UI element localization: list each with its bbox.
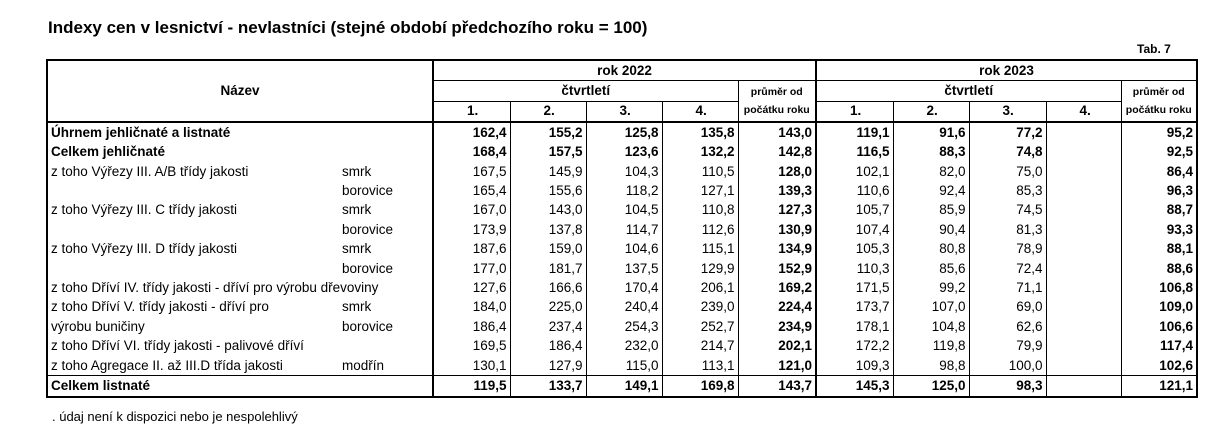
value-cell-2022: 240,4 xyxy=(586,298,662,317)
value-cell-2023: 74,5 xyxy=(969,201,1046,220)
value-cell-2022: 127,6 xyxy=(433,278,510,297)
table-row xyxy=(47,240,1197,259)
value-cell-2023 xyxy=(1046,336,1121,355)
avg-cell-2023: 88,1 xyxy=(1121,240,1197,259)
value-cell-2022: 113,1 xyxy=(662,356,738,376)
value-cell-2023: 91,6 xyxy=(893,122,969,142)
value-cell-2022: 137,5 xyxy=(586,259,662,278)
value-cell-2023 xyxy=(1046,317,1121,336)
value-cell-2022: 173,9 xyxy=(433,220,510,239)
value-cell-2023: 71,1 xyxy=(969,278,1046,297)
table-row xyxy=(47,162,1197,181)
avg-cell-2023: 106,8 xyxy=(1121,278,1197,297)
table-row xyxy=(47,278,1197,297)
value-cell-2022: 104,3 xyxy=(586,162,662,181)
value-cell-2022: 166,6 xyxy=(510,278,586,297)
value-cell-2023: 85,9 xyxy=(893,201,969,220)
avg-cell-2023: 92,5 xyxy=(1121,143,1197,162)
avg-cell-2022: 143,0 xyxy=(738,122,816,142)
value-cell-2022: 127,9 xyxy=(510,356,586,376)
value-cell-2022: 184,0 xyxy=(433,298,510,317)
value-cell-2023 xyxy=(1046,220,1121,239)
avg-cell-2022: 130,9 xyxy=(738,220,816,239)
avg-header-2023: průměr od počátku roku xyxy=(1121,81,1197,122)
value-cell-2022: 187,6 xyxy=(433,240,510,259)
table-row xyxy=(47,317,1197,336)
avg-cell-2023: 109,0 xyxy=(1121,298,1197,317)
quarter-header: 2. xyxy=(893,101,969,122)
avg-cell-2023: 117,4 xyxy=(1121,336,1197,355)
row-sublabel: smrk xyxy=(342,241,372,257)
value-cell-2023: 82,0 xyxy=(893,162,969,181)
value-cell-2022: 254,3 xyxy=(586,317,662,336)
value-cell-2023 xyxy=(1046,201,1121,220)
row-label: výrobu buničiny xyxy=(47,317,339,336)
value-cell-2023: 119,1 xyxy=(816,122,893,142)
value-cell-2023: 178,1 xyxy=(816,317,893,336)
value-cell-2023: 104,8 xyxy=(893,317,969,336)
value-cell-2022: 186,4 xyxy=(510,336,586,355)
value-cell-2023: 78,9 xyxy=(969,240,1046,259)
value-cell-2023 xyxy=(1046,298,1121,317)
year-2023-header: rok 2023 xyxy=(816,60,1197,81)
value-cell-2023: 125,0 xyxy=(893,376,969,397)
value-cell-2023: 69,0 xyxy=(969,298,1046,317)
row-sublabel: borovice xyxy=(342,183,394,199)
value-cell-2023: 77,2 xyxy=(969,122,1046,142)
value-cell-2022: 133,7 xyxy=(510,376,586,397)
value-cell-2023 xyxy=(1046,356,1121,376)
value-cell-2023 xyxy=(1046,240,1121,259)
value-cell-2022: 145,9 xyxy=(510,162,586,181)
value-cell-2022: 110,8 xyxy=(662,201,738,220)
table-row xyxy=(47,356,1197,376)
value-cell-2023: 107,4 xyxy=(816,220,893,239)
row-label: Celkem jehličnaté xyxy=(47,143,433,162)
value-cell-2023: 119,8 xyxy=(893,336,969,355)
table-row xyxy=(47,220,1197,239)
value-cell-2023: 72,4 xyxy=(969,259,1046,278)
row-sublabel: smrk xyxy=(342,163,372,179)
avg-cell-2022: 224,4 xyxy=(738,298,816,317)
avg-cell-2023: 88,7 xyxy=(1121,201,1197,220)
quarters-header-2023: čtvrtletí xyxy=(816,81,1121,101)
price-index-table xyxy=(46,59,1198,398)
avg-cell-2022: 202,1 xyxy=(738,336,816,355)
value-cell-2023: 102,1 xyxy=(816,162,893,181)
value-cell-2022: 104,5 xyxy=(586,201,662,220)
value-cell-2022: 143,0 xyxy=(510,201,586,220)
table-row xyxy=(47,122,1197,142)
value-cell-2023: 85,6 xyxy=(893,259,969,278)
avg-cell-2022: 139,3 xyxy=(738,181,816,200)
value-cell-2022: 130,1 xyxy=(433,356,510,376)
value-cell-2022: 225,0 xyxy=(510,298,586,317)
value-cell-2023: 99,2 xyxy=(893,278,969,297)
value-cell-2022: 167,5 xyxy=(433,162,510,181)
name-column-header: Název xyxy=(47,60,433,122)
row-sublabel: modřín xyxy=(342,357,385,373)
value-cell-2022: 159,0 xyxy=(510,240,586,259)
row-sublabel: borovice xyxy=(342,221,394,237)
value-cell-2023: 85,3 xyxy=(969,181,1046,200)
value-cell-2022: 177,0 xyxy=(433,259,510,278)
value-cell-2022: 169,8 xyxy=(662,376,738,397)
row-sublabel: smrk xyxy=(342,299,372,315)
row-label: Úhrnem jehličnaté a listnaté xyxy=(47,122,433,142)
value-cell-2022: 149,1 xyxy=(586,376,662,397)
avg-cell-2022: 134,9 xyxy=(738,240,816,259)
value-cell-2022: 186,4 xyxy=(433,317,510,336)
row-sublabel: borovice xyxy=(342,318,394,334)
value-cell-2022: 252,7 xyxy=(662,317,738,336)
value-cell-2022: 135,8 xyxy=(662,122,738,142)
value-cell-2022: 104,6 xyxy=(586,240,662,259)
avg-cell-2023: 86,4 xyxy=(1121,162,1197,181)
value-cell-2022: 114,7 xyxy=(586,220,662,239)
table-row xyxy=(47,336,1197,355)
table-row xyxy=(47,143,1197,162)
value-cell-2023: 172,2 xyxy=(816,336,893,355)
avg-cell-2022: 127,3 xyxy=(738,201,816,220)
value-cell-2023: 109,3 xyxy=(816,356,893,376)
value-cell-2022: 115,0 xyxy=(586,356,662,376)
year-2022-header: rok 2022 xyxy=(433,60,816,81)
table-row xyxy=(47,298,1197,317)
avg-cell-2022: 121,0 xyxy=(738,356,816,376)
row-label: z toho Výřezy III. C třídy jakosti xyxy=(47,201,339,220)
value-cell-2022: 170,4 xyxy=(586,278,662,297)
avg-cell-2022: 128,0 xyxy=(738,162,816,181)
value-cell-2023 xyxy=(1046,376,1121,397)
value-cell-2022: 112,6 xyxy=(662,220,738,239)
value-cell-2023 xyxy=(1046,278,1121,297)
table-row xyxy=(47,201,1197,220)
avg-cell-2023: 95,2 xyxy=(1121,122,1197,142)
value-cell-2022: 132,2 xyxy=(662,143,738,162)
row-label: z toho Výřezy III. D třídy jakosti xyxy=(47,240,339,259)
avg-cell-2022: 169,2 xyxy=(738,278,816,297)
value-cell-2023: 116,5 xyxy=(816,143,893,162)
row-label: z toho Dříví IV. třídy jakosti - dříví pro výrobu dřevoviny xyxy=(47,278,433,297)
row-label xyxy=(47,181,339,200)
quarter-header: 2. xyxy=(510,101,586,122)
table-title: Indexy cen v lesnictví - nevlastníci (stejné období předchozího roku = 100) xyxy=(48,18,648,37)
value-cell-2023 xyxy=(1046,143,1121,162)
value-cell-2022: 110,5 xyxy=(662,162,738,181)
value-cell-2023: 62,6 xyxy=(969,317,1046,336)
value-cell-2022: 125,8 xyxy=(586,122,662,142)
avg-cell-2022: 142,8 xyxy=(738,143,816,162)
value-cell-2022: 167,0 xyxy=(433,201,510,220)
value-cell-2023: 90,4 xyxy=(893,220,969,239)
row-label xyxy=(47,259,339,278)
row-label: z toho Dříví V. třídy jakosti - dříví pro xyxy=(47,298,339,317)
value-cell-2023 xyxy=(1046,122,1121,142)
quarter-header: 3. xyxy=(969,101,1046,122)
avg-cell-2023: 121,1 xyxy=(1121,376,1197,397)
row-sublabel: smrk xyxy=(342,202,372,218)
value-cell-2023 xyxy=(1046,162,1121,181)
value-cell-2022: 168,4 xyxy=(433,143,510,162)
quarter-header: 1. xyxy=(816,101,893,122)
row-label: Celkem listnaté xyxy=(47,376,433,397)
row-sublabel: borovice xyxy=(342,260,394,276)
value-cell-2023: 105,7 xyxy=(816,201,893,220)
avg-cell-2023: 88,6 xyxy=(1121,259,1197,278)
table-number: Tab. 7 xyxy=(1137,42,1171,56)
row-label: z toho Dříví VI. třídy jakosti - palivové dříví xyxy=(47,336,433,355)
value-cell-2023: 110,3 xyxy=(816,259,893,278)
value-cell-2023: 171,5 xyxy=(816,278,893,297)
value-cell-2023: 105,3 xyxy=(816,240,893,259)
value-cell-2022: 232,0 xyxy=(586,336,662,355)
value-cell-2023: 74,8 xyxy=(969,143,1046,162)
value-cell-2023: 75,0 xyxy=(969,162,1046,181)
value-cell-2023: 98,3 xyxy=(969,376,1046,397)
value-cell-2022: 155,2 xyxy=(510,122,586,142)
avg-cell-2022: 143,7 xyxy=(738,376,816,397)
avg-cell-2023: 106,6 xyxy=(1121,317,1197,336)
table-row xyxy=(47,259,1197,278)
quarter-header: 3. xyxy=(586,101,662,122)
value-cell-2023: 79,9 xyxy=(969,336,1046,355)
value-cell-2022: 137,8 xyxy=(510,220,586,239)
value-cell-2023: 110,6 xyxy=(816,181,893,200)
value-cell-2022: 169,5 xyxy=(433,336,510,355)
quarter-header: 4. xyxy=(662,101,738,122)
quarters-header-2022: čtvrtletí xyxy=(433,81,738,101)
value-cell-2022: 237,4 xyxy=(510,317,586,336)
value-cell-2023: 88,3 xyxy=(893,143,969,162)
value-cell-2023 xyxy=(1046,259,1121,278)
value-cell-2023: 145,3 xyxy=(816,376,893,397)
footnote: . údaj není k dispozici nebo je nespolehlivý xyxy=(52,409,298,424)
value-cell-2023: 80,8 xyxy=(893,240,969,259)
table-row xyxy=(47,376,1197,397)
row-label xyxy=(47,220,339,239)
value-cell-2022: 115,1 xyxy=(662,240,738,259)
value-cell-2022: 118,2 xyxy=(586,181,662,200)
value-cell-2023: 107,0 xyxy=(893,298,969,317)
value-cell-2023 xyxy=(1046,181,1121,200)
avg-cell-2023: 96,3 xyxy=(1121,181,1197,200)
table-row xyxy=(47,181,1197,200)
value-cell-2022: 214,7 xyxy=(662,336,738,355)
value-cell-2022: 181,7 xyxy=(510,259,586,278)
value-cell-2022: 165,4 xyxy=(433,181,510,200)
value-cell-2023: 100,0 xyxy=(969,356,1046,376)
value-cell-2022: 206,1 xyxy=(662,278,738,297)
avg-cell-2022: 234,9 xyxy=(738,317,816,336)
avg-cell-2023: 93,3 xyxy=(1121,220,1197,239)
value-cell-2022: 155,6 xyxy=(510,181,586,200)
avg-cell-2023: 102,6 xyxy=(1121,356,1197,376)
value-cell-2022: 162,4 xyxy=(433,122,510,142)
value-cell-2023: 98,8 xyxy=(893,356,969,376)
quarter-header: 4. xyxy=(1046,101,1121,122)
row-label: z toho Agregace II. až III.D třída jakosti xyxy=(47,356,339,376)
value-cell-2022: 119,5 xyxy=(433,376,510,397)
quarter-header: 1. xyxy=(433,101,510,122)
value-cell-2022: 157,5 xyxy=(510,143,586,162)
row-label: z toho Výřezy III. A/B třídy jakosti xyxy=(47,162,339,181)
value-cell-2022: 123,6 xyxy=(586,143,662,162)
avg-header-2022: průměr od počátku roku xyxy=(738,81,816,122)
value-cell-2022: 127,1 xyxy=(662,181,738,200)
value-cell-2023: 173,7 xyxy=(816,298,893,317)
value-cell-2023: 92,4 xyxy=(893,181,969,200)
avg-cell-2022: 152,9 xyxy=(738,259,816,278)
value-cell-2022: 129,9 xyxy=(662,259,738,278)
value-cell-2022: 239,0 xyxy=(662,298,738,317)
value-cell-2023: 81,3 xyxy=(969,220,1046,239)
